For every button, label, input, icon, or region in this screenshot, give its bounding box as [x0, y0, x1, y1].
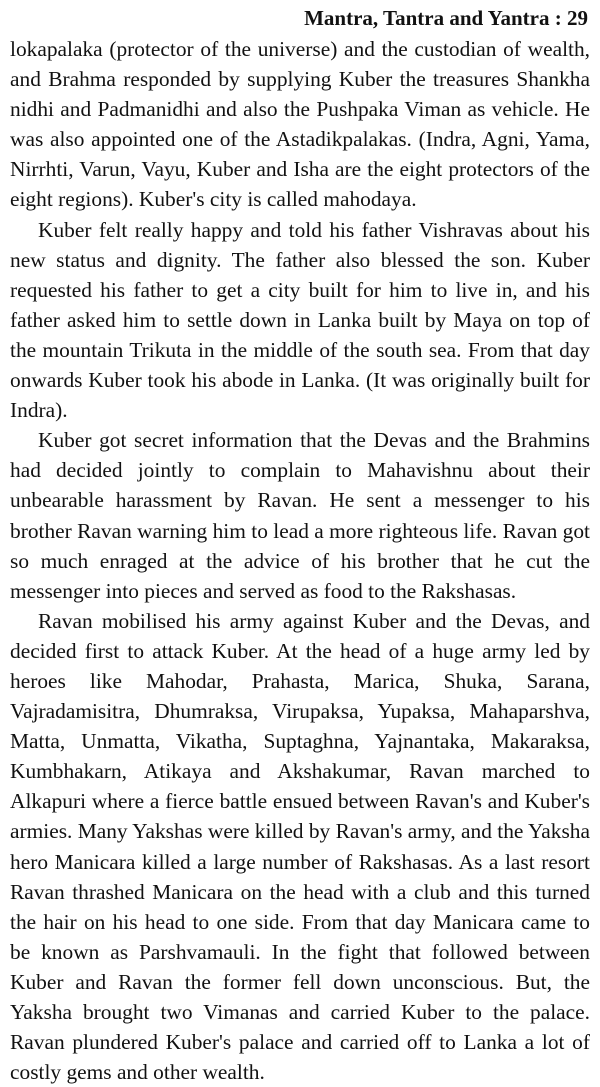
paragraph-continued: lokapalaka (protector of the universe) and the custodian of wealth, and Brahma responded by supplying Kuber the treasures Shankha nidhi and Padmanidhi and also the Pushpaka Viman as vehicle. He was also appointed one of the Astadikpalakas. (Indra, Agni, Yama, Nirrhti, Varun, Vayu, Kuber and Isha are the eight protectors of the eight regions). Kuber's city is called mahodaya. [10, 37, 590, 212]
paragraph: Kuber felt really happy and told his father Vishravas about his new status and dignity. The father also blessed the son. Kuber requested his father to get a city built for him to live in, and his father asked him to settle down in Lanka built by Maya on top of the mountain Trikuta in the middle of the south sea. From that day onwards Kuber took his abode in Lanka. (It was originally built for Indra). [10, 217, 590, 423]
paragraph: Ravan mobilised his army against Kuber and the Devas, and decided first to attack Kuber. At the head of a huge army led by heroes like Mahodar, Prahasta, Marica, Shuka, Sarana, Vajradamisitra, Dhumraksa, Virupaksa, Yupaksa, Mahaparshva, Matta, Unmatta, Vikatha, Suptaghna, Yajnantaka, Makaraksa, Kumbhakarn, Atikaya and Akshakumar, Ravan marched to Alkapuri where a fierce battle ensued between Ravan's and Kuber's armies. Many Yakshas were killed by Ravan's army, and the Yaksha hero Manicara killed a large number of Rakshasas. As a last resort Ravan thrashed Manicara on the head with a club and this turned the hair on his head to one side. From that day Manicara came to be known as Parshvamauli. In the fight that followed between Kuber and Ravan the former fell down unconscious. But, the Yaksha brought two Vimanas and carried Kuber to the palace. Ravan plundered Kuber's palace and carried off to Lanka a lot of costly gems and other wealth. [10, 608, 590, 1085]
paragraph: Kuber got secret information that the Devas and the Brahmins had decided jointly to complain to Mahavishnu about their unbearable harassment by Ravan. He sent a messenger to his brother Ravan warning him to lead a more righteous life. Ravan got so much enraged at the advice of his brother that he cut the messenger into pieces and served as food to the Rakshasas. [10, 428, 590, 603]
body-text [10, 34, 590, 1087]
running-header: Mantra, Tantra and Yantra : 29 [304, 6, 588, 30]
